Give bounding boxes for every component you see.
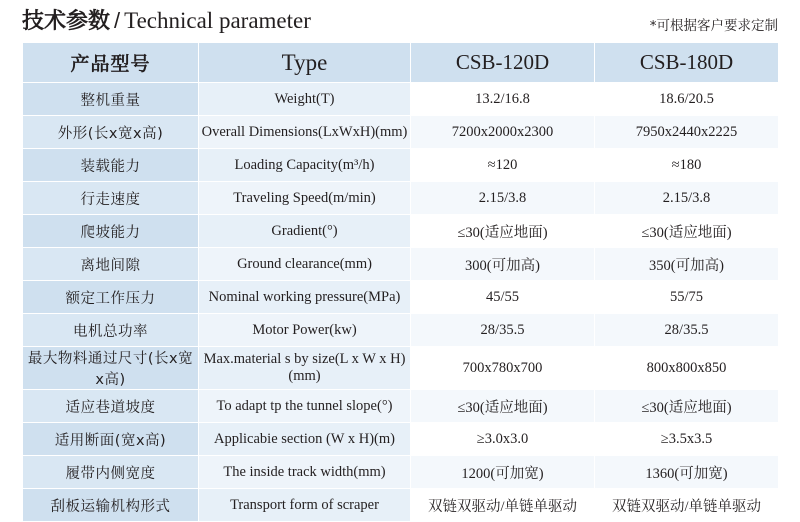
row-value-csb-120d: 1200(可加宽) [411,456,595,489]
table-row [23,347,779,390]
table-row [23,83,779,116]
row-label-cn: 整机重量 [23,83,199,116]
row-label-cn: 电机总功率 [23,314,199,347]
row-value-csb-120d: ≥3.0x3.0 [411,423,595,456]
row-value-csb-180d: 28/35.5 [595,314,779,347]
row-label-cn: 刮板运输机构形式 [23,489,199,522]
table-row [23,215,779,248]
row-value-csb-120d: 700x780x700 [411,347,595,390]
row-label-en: Transport form of scraper [199,489,411,522]
specification-table [22,42,779,522]
row-label-cn: 最大物料通过尺寸(长x宽x高) [23,347,199,390]
column-header-csb-180d: CSB-180D [595,43,779,83]
table-row [23,248,779,281]
row-value-csb-180d: 双链双驱动/单链单驱动 [595,489,779,522]
table-row [23,314,779,347]
row-value-csb-120d: 300(可加高) [411,248,595,281]
column-header-type: Type [199,43,411,83]
row-value-csb-180d: 350(可加高) [595,248,779,281]
row-value-csb-120d: 13.2/16.8 [411,83,595,116]
table-row [23,423,779,456]
row-value-csb-180d: 800x800x850 [595,347,779,390]
row-label-cn: 额定工作压力 [23,281,199,314]
column-header-csb-120d: CSB-120D [411,43,595,83]
row-value-csb-180d: ≈180 [595,149,779,182]
row-label-cn: 行走速度 [23,182,199,215]
table-row [23,489,779,522]
row-value-csb-180d: 2.15/3.8 [595,182,779,215]
row-label-en: Nominal working pressure(MPa) [199,281,411,314]
row-label-en: The inside track width(mm) [199,456,411,489]
row-value-csb-180d: ≥3.5x3.5 [595,423,779,456]
row-label-cn: 适用断面(宽x高) [23,423,199,456]
table-row [23,182,779,215]
row-label-en: Ground clearance(mm) [199,248,411,281]
row-value-csb-180d: 18.6/20.5 [595,83,779,116]
row-label-cn: 履带内侧宽度 [23,456,199,489]
table-row [23,281,779,314]
row-label-cn: 装载能力 [23,149,199,182]
row-label-cn: 爬坡能力 [23,215,199,248]
table-row [23,456,779,489]
row-value-csb-180d: 55/75 [595,281,779,314]
row-label-en: Applicabie section (W x H)(m) [199,423,411,456]
table-row [23,116,779,149]
row-label-en: Gradient(°) [199,215,411,248]
row-value-csb-120d: 45/55 [411,281,595,314]
column-header-model-cn: 产品型号 [23,43,199,83]
row-label-en: Motor Power(kw) [199,314,411,347]
row-label-cn: 适应巷道坡度 [23,390,199,423]
row-value-csb-120d: ≤30(适应地面) [411,215,595,248]
table-row [23,149,779,182]
page-header [0,0,800,40]
table-header-row [23,43,779,83]
row-label-en: Overall Dimensions(LxWxH)(mm) [199,116,411,149]
row-label-cn: 离地间隙 [23,248,199,281]
row-value-csb-120d: 28/35.5 [411,314,595,347]
page-title-cn: 技术参数 [22,9,111,34]
row-value-csb-120d: 双链双驱动/单链单驱动 [411,489,595,522]
row-label-en: Traveling Speed(m/min) [199,182,411,215]
row-value-csb-180d: 7950x2440x2225 [595,116,779,149]
row-value-csb-120d: ≈120 [411,149,595,182]
row-label-en: To adapt tp the tunnel slope(°) [199,390,411,423]
row-value-csb-180d: 1360(可加宽) [595,456,779,489]
row-label-cn: 外形(长x宽x高) [23,116,199,149]
row-value-csb-120d: 2.15/3.8 [411,182,595,215]
row-value-csb-120d: 7200x2000x2300 [411,116,595,149]
page-title-separator: / [114,8,121,33]
customization-note: *可根据客户要求定制 [649,18,778,34]
page-title [22,8,311,35]
row-label-en: Max.material s by size(L x W x H)(mm) [199,347,411,390]
table-row [23,390,779,423]
row-label-en: Loading Capacity(m³/h) [199,149,411,182]
page-title-en: Technical parameter [124,8,311,33]
row-value-csb-180d: ≤30(适应地面) [595,215,779,248]
row-label-en: Weight(T) [199,83,411,116]
row-value-csb-180d: ≤30(适应地面) [595,390,779,423]
row-value-csb-120d: ≤30(适应地面) [411,390,595,423]
